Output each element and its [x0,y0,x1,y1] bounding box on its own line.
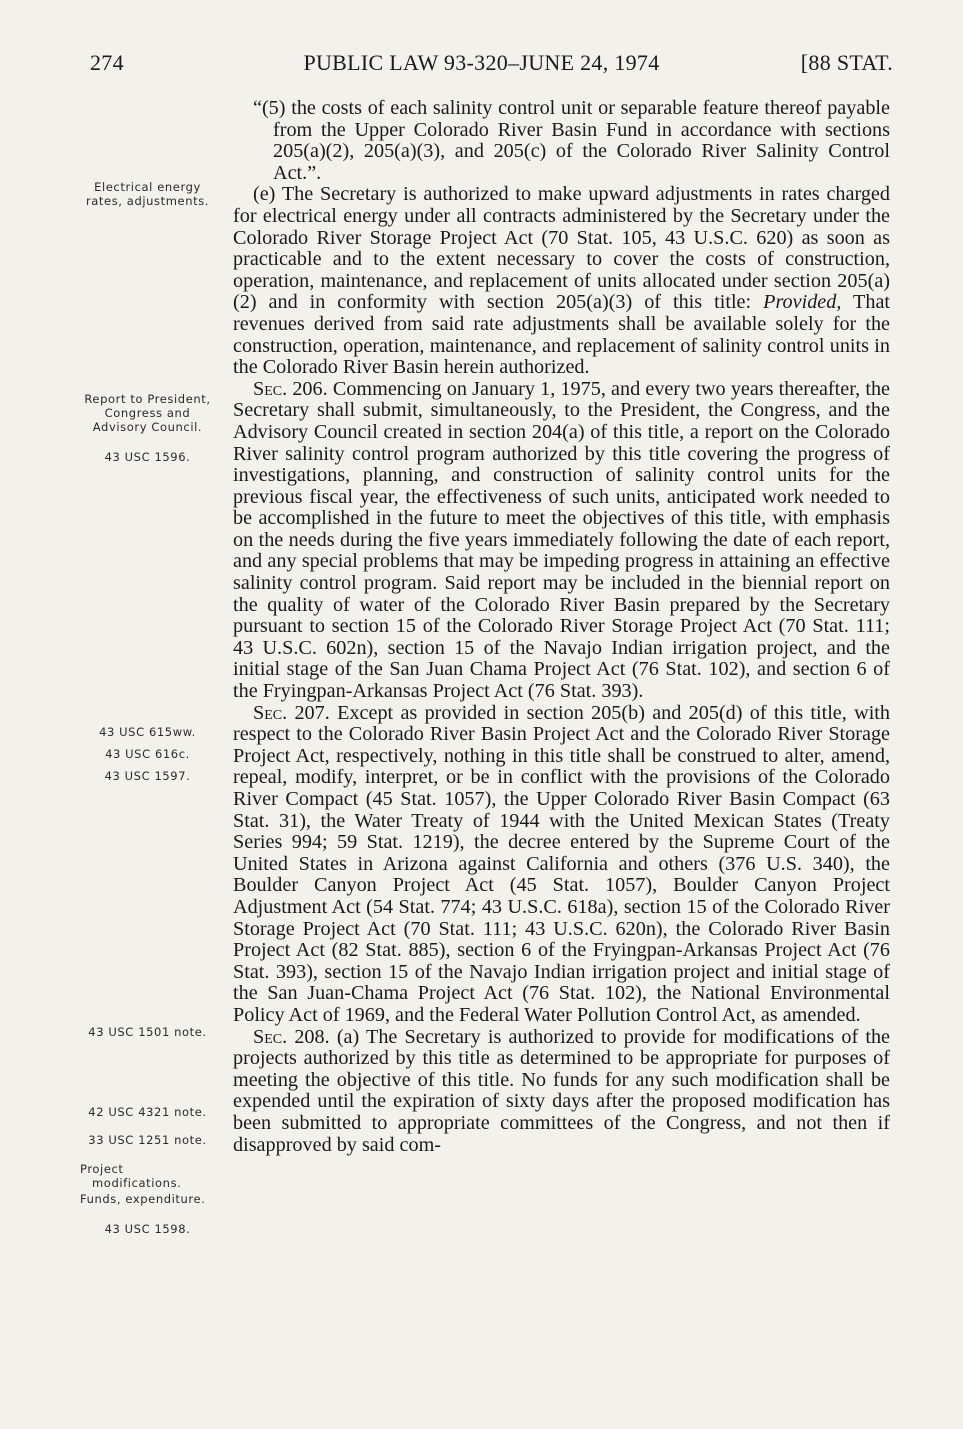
section-207: Sec. 207. Except as provided in section 205(b) and 205(d) of this title, with respect to the Colorado River Basin Project Act and the Colorado River Storage Project Act, respectively, nothing in this title shall be construed to alter, amend, repeal, modify, interpret, or be in conflict with the provisions of the Colorado River Compact (45 Stat. 1057), the Upper Colorado River Basin Compact (63 Stat. 31), the Water Treaty of 1944 with the United Mexican States (Treaty Series 994; 59 Stat. 1219), the decree entered by the Supreme Court of the United States in Arizona against California and others (376 U.S. 340), the Boulder Canyon Project Act (45 Stat. 1057), Boulder Canyon Project Adjustment Act (54 Stat. 774; 43 U.S.C. 618a), section 15 of the Colorado River Storage Project Act (70 Stat. 111; 43 U.S.C. 620n), the Colorado River Basin Project Act (82 Stat. 885), section 6 of the Fryingpan-Arkansas Project Act (76 Stat. 393), section 15 of the Navajo Indian irrigation project and initial stage of the San Juan-Chama Project Act (76 Stat. 102), the National Environmental Policy Act of 1969, and the Federal Water Pollution Control Act, as amended. [233,701,891,1026]
margin-note-funds-expenditure: Funds, expenditure. [80,1192,206,1206]
margin-note-43usc1596: 43 USC 1596. [104,450,191,464]
margin-note-43usc615ww: 43 USC 615ww. [99,725,196,739]
section-206: Sec. 206. Commencing on January 1, 1975, and every two years thereafter, the Secretary shall submit, simultaneously, to the President, the Congress, and the Advisory Council created in section 204(a) of this title, a report on the Colorado River salinity control program authorized by this title covering the progress of investigations, planning, and construction of salinity control units for the previous fiscal year, the effectiveness of such units, anticipated work needed to be accomplished in the future to meet the objectives of this title, with emphasis on the needs during the five years immediately following the date of each report, and any special problems that may be impeding progress in attaining an effective salinity control program. Said report may be included in the biennial report on the quality of water of the Colorado River Basin prepared by the Secretary pursuant to section 15 of the Colorado River Storage Project Act (70 Stat. 111; 43 U.S.C. 602n), section 15 of the Navajo Indian irrigation project, and the initial stage of the San Juan Chama Project Act (76 Stat. 102), and section 6 of the Fryingpan-Arkansas Project Act (76 Stat. 393). [233,377,890,703]
section-label: Sec. 206. [253,377,328,400]
margin-note-33usc1251: 33 USC 1251 note. [88,1133,207,1147]
running-header [0,50,963,80]
paragraph-5-costs: “(5) the costs of each salinity control unit or separable feature thereof payable from the Upper Colorado River Basin Fund in accordance with sections 205(a)(2), 205(a)(3), and 205(c) of the Colorado River Salinity Control Act.”. [253,97,890,184]
statute-body [233,98,890,1156]
section-label: Sec. 208. [253,1025,330,1048]
margin-note-electrical-rates: Electrical energy rates, adjustments. [85,180,210,208]
section-208: Sec. 208. (a) The Secretary is authorized to provide for modifications of the projects authorized by this title as determined to be appropriate for purposes of meeting the objective of this title. No funds for any such modification shall be expended until the expiration of sixty days after the proposed modification has been submitted to appropriate committees of the Congress, and not then if disapproved by said com- [233,1025,891,1156]
margin-note-43usc1597: 43 USC 1597. [104,769,191,783]
paragraph-e-rates: (e) The Secretary is authorized to make upward adjustments in rates charged for electrical energy under all contracts administered by the Secretary under the Colorado River Storage Project Act (70 Stat. 105, 43 U.S.C. 620) as soon as practicable and to the extent necessary to cover the costs of construction, operation, maintenance, and replacement of units allocated under section 205(a)(2) and in conformity with section 205(a)(3) of this title: Provided, That revenues derived from said rate adjustments shall be available solely for the construction, operation, maintenance, and replacement of salinity control units in the Colorado River Basin herein authorized. [233,183,891,379]
section-label: Sec. 207. [253,701,330,724]
margin-note-42usc4321: 42 USC 4321 note. [88,1105,207,1119]
margin-note-43usc1501: 43 USC 1501 note. [88,1025,207,1039]
margin-note-43usc1598: 43 USC 1598. [104,1222,191,1236]
stat-reference: [88 STAT. [800,50,893,75]
header-title: PUBLIC LAW 93-320–JUNE 24, 1974 [303,50,660,75]
margin-note-project-modifications: Project modifications. [80,1162,182,1190]
margin-note-report: Report to President, Congress and Advisory Council. [84,392,211,434]
page-number: 274 [90,50,124,75]
margin-note-43usc616c: 43 USC 616c. [105,747,190,761]
